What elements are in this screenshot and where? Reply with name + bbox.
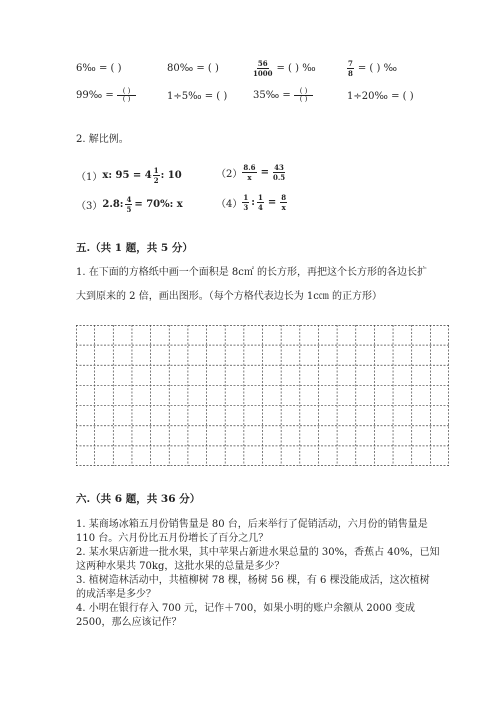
proportion-item-3 [76, 196, 183, 213]
calc-item-1 [76, 63, 122, 74]
fraction: $\frac{8}{x}$ [281, 193, 287, 212]
fraction-blank: $\frac{( )}{( )}$ [117, 88, 137, 103]
proportion-item-4 [216, 194, 287, 211]
section-5-question-line: 大到原来的 2 倍，画出图形。（每个方格代表边长为 1c㎝ 的正方形） [76, 291, 383, 302]
calc-text: 80‰ = ( ) [167, 63, 219, 74]
question-2-line: 这两种水果共 70kg，这批水果的总量是多少？ [76, 561, 285, 572]
fraction: $\frac{1}{2}$ [153, 166, 159, 185]
question-3-line: 3. 植树造林活动中，共植柳树 78 棵，杨树 56 棵，有 6 棵没能成活，这次植树 [76, 575, 430, 586]
calc-item-7 [253, 88, 313, 103]
question-4-line: 2500，那么应该记作？ [76, 617, 182, 628]
proportion-item-1 [76, 167, 182, 184]
item-label: （2） [216, 169, 243, 180]
question-2-line: 2. 某水果店新进一批水果，其中苹果占新进水果总量的 30%，香蕉占 40%，已知 [76, 547, 440, 558]
fraction: $\frac{8.6}{x}$ [243, 163, 256, 182]
calc-text: 1÷20‰ = ( ) [347, 91, 414, 102]
fraction-blank: $\frac{( )}{( )}$ [294, 88, 314, 103]
calc-text: = ( ) ‰ [276, 63, 316, 74]
calc-text: 6‰ = ( ) [76, 63, 122, 74]
equals-sign: = [260, 167, 269, 178]
fraction: $\frac{1}{3}$ [243, 193, 249, 212]
expression: : 10 [160, 170, 182, 181]
item-label: （3） [76, 201, 103, 212]
section-5-question-line: 1. 在下面的方格纸中画一个面积是 8c㎡ 的长方形，再把这个长方形的各边长扩 [76, 267, 428, 278]
calc-item-6 [167, 91, 227, 102]
calc-item-2 [167, 63, 219, 74]
fraction: $\frac{56}{1000}$ [253, 59, 273, 78]
calc-item-3 [253, 60, 316, 77]
calc-text: 1÷5‰ = ( ) [167, 91, 228, 102]
section-5-title: 五.（共 1 题，共 5 分） [76, 242, 193, 254]
grid-paper[interactable] [76, 325, 449, 466]
question-1-line: 1. 某商场冰箱五月份销售量是 80 台，后来举行了促销活动，六月份的销售量是 [76, 519, 428, 530]
fraction: $\frac{1}{4}$ [257, 193, 263, 212]
fraction: $\frac{43}{0.5}$ [272, 163, 286, 182]
question-1-line: 110 台。六月份比五月份增长了百分之几？ [76, 533, 269, 544]
calc-item-5 [76, 88, 136, 103]
fraction: $\frac{7}{8}$ [348, 59, 353, 78]
proportion-item-2 [216, 164, 285, 181]
colon: : [251, 197, 255, 208]
calc-item-4 [347, 60, 397, 77]
question-4-line: 4. 小明在银行存入 700 元，记作＋700，如果小明的账户余额从 2000 变成 [76, 603, 416, 614]
equals-sign: = [267, 197, 277, 208]
fraction: $\frac{4}{5}$ [126, 195, 132, 214]
expression: = 70%: x [134, 199, 183, 210]
calc-text: = ( ) ‰ [357, 63, 398, 74]
proportion-heading: 2. 解比例。 [76, 134, 129, 145]
item-label: （1） [76, 172, 103, 183]
expression: 2.8: [102, 199, 124, 210]
item-label: （4） [216, 199, 243, 210]
expression: x: 95 = 4 [102, 170, 152, 181]
grid-lines [76, 325, 449, 466]
section-6-title: 六.（共 6 题，共 36 分） [76, 493, 201, 505]
calc-text: 99‰ = [76, 90, 114, 101]
question-3-line: 的成活率是多少？ [76, 589, 156, 600]
calc-item-8 [347, 91, 414, 102]
calc-text: 35‰ = [253, 90, 291, 101]
